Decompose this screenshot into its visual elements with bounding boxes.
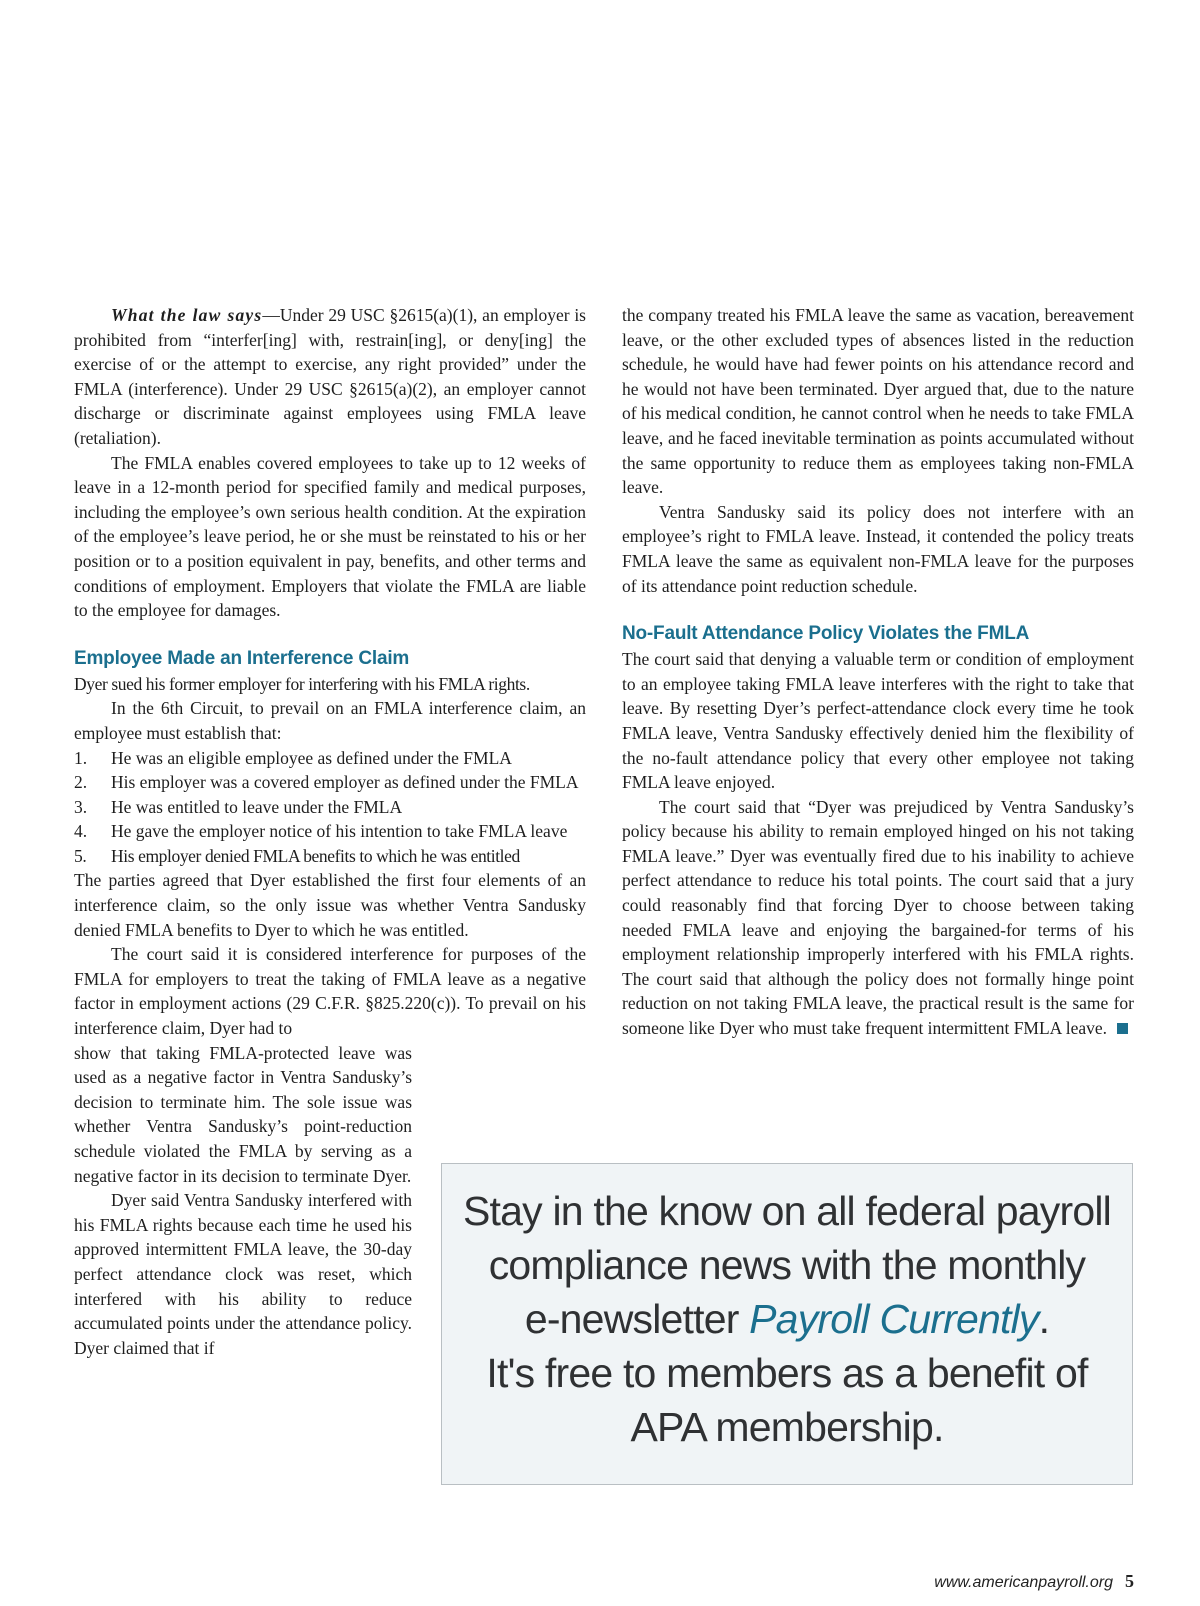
- page-number: 5: [1125, 1571, 1134, 1591]
- intro-lead: What the law says: [111, 305, 263, 325]
- section-heading-interference-claim: Employee Made an Interference Claim: [74, 647, 410, 669]
- court-interference-paragraph-continued: show that taking FMLA-protected leave was used as a negative factor in Ventra Sandusky’s decision to terminate him. The sole issue was whether Ventra Sandusky’s point-reduction schedule violated the FMLA by serving as a negative factor in its decision to terminate Dyer.: [74, 1042, 412, 1186]
- prejudiced-paragraph: The court said that “Dyer was prejudiced by Ventra Sandusky’s policy because his ability to remain employed hinged on his not taking FMLA leave.” Dyer was eventually fired due to his inability to achieve perfect attendance to reduce his total points. The court said that a jury could reasonably find that forcing Dyer to choose between taking needed FMLA leave and enjoying the bargained-for terms of his employment relationship improperly interfered with his FMLA rights. The court said that although the policy does not formally hinge point reduction on not taking FMLA leave, the practical result is the same for someone like Dyer who must take frequent intermittent FMLA leave.: [622, 796, 1134, 1039]
- dyer-argument-continued: the company treated his FMLA leave the same as vacation, bereavement leave, or the other excluded types of absences listed in the reduction schedule, he would have had fewer points on his attendance record and he would not have been terminated. Dyer argued that, due to the nature of his medical condition, he cannot control when he needs to take FMLA leave, and he faced inevitable termination as points accumulated without the same opportunity to reduce them as employees taking non-FMLA leave.: [622, 305, 1134, 498]
- section-heading-no-fault-policy: No-Fault Attendance Policy Violates the FMLA: [622, 623, 1030, 645]
- promo-line: APA membership.: [630, 1404, 944, 1450]
- list-item: 5. His employer denied FMLA benefits to which he was entitled: [74, 845, 520, 866]
- fmla-paragraph: The FMLA enables covered employees to take up to 12 weeks of leave in a 12-month period for specified family and medical purposes, including the employee’s own serious health condition. At the expiration of the employee’s leave period, he or she must be reinstated to his or her position or to a position equivalent in pay, benefits, and other terms and conditions of employment. Employers that violate the FMLA are liable to the employee for damages.: [74, 452, 586, 621]
- list-item: 3. He was entitled to leave under the FMLA: [74, 796, 403, 817]
- promo-box: [441, 1163, 1133, 1485]
- promo-line: compliance news with the monthly: [488, 1242, 1086, 1288]
- court-interference-paragraph: The court said it is considered interference for purposes of the FMLA for employers to treat the taking of FMLA leave as a negative factor in employment actions (29 C.F.R. §825.220(c)). To prevail on his interference claim, Dyer had to: [74, 944, 586, 1039]
- page-footer: [934, 1571, 1134, 1592]
- list-item: 4. He gave the employer notice of his intention to take FMLA leave: [74, 821, 568, 842]
- right-column: [622, 303, 1134, 1041]
- newsletter-title: Payroll Currently: [749, 1296, 1039, 1342]
- end-of-article-square-icon: [1117, 1023, 1128, 1034]
- promo-line: e-newsletter Payroll Currently.: [524, 1296, 1050, 1342]
- parties-paragraph: The parties agreed that Dyer established the first four elements of an interference claim, so the only issue was whether Ventra Sandusky denied FMLA benefits to Dyer to which he was entitled.: [74, 870, 586, 940]
- dyer-argument-paragraph: Dyer said Ventra Sandusky interfered with his FMLA rights because each time he used his approved intermittent FMLA leave, the 30-day perfect attendance clock was reset, which interfered with his ability to reduce accumulated points under the attendance policy. Dyer claimed that if: [74, 1190, 412, 1358]
- ventra-paragraph: Ventra Sandusky said its policy does not interfere with an employee’s right to FMLA leave. Instead, it contended the policy treats FMLA leave the same as equivalent non-FMLA leave for the purposes of its attendance point reduction schedule.: [622, 501, 1134, 596]
- sued-paragraph: Dyer sued his former employer for interfering with his FMLA rights.: [74, 673, 530, 694]
- elements-list: [74, 746, 586, 869]
- intro-paragraph: [74, 303, 586, 451]
- list-item: 1. He was an eligible employee as defined under the FMLA: [74, 747, 512, 768]
- intro-text: —Under 29 USC §2615(a)(1), an employer is prohibited from “interfer[ing] with, restrain[ing], or deny[ing] the exercise of or the attempt to exercise, any right provided” under the FMLA (interference). Under 29 USC §2615(a)(2), an employer cannot discharge or discriminate against employees using FMLA leave (retaliation).: [74, 305, 586, 448]
- footer-url[interactable]: www.americanpayroll.org: [934, 1574, 1113, 1591]
- list-item: 2. His employer was a covered employer as defined under the FMLA: [74, 772, 579, 793]
- promo-line: It's free to members as a benefit of: [486, 1350, 1088, 1396]
- circuit-paragraph: In the 6th Circuit, to prevail on an FMLA interference claim, an employee must establish that:: [74, 698, 586, 743]
- denying-paragraph: The court said that denying a valuable term or condition of employment to an employee taking FMLA leave interferes with the right to take that leave. By resetting Dyer’s perfect-attendance clock every time he took FMLA leave, Ventra Sandusky effectively denied him the flexibility of the no-fault attendance policy that every other employee not taking FMLA leave enjoyed.: [622, 649, 1134, 793]
- promo-line: Stay in the know on all federal payroll: [463, 1188, 1111, 1234]
